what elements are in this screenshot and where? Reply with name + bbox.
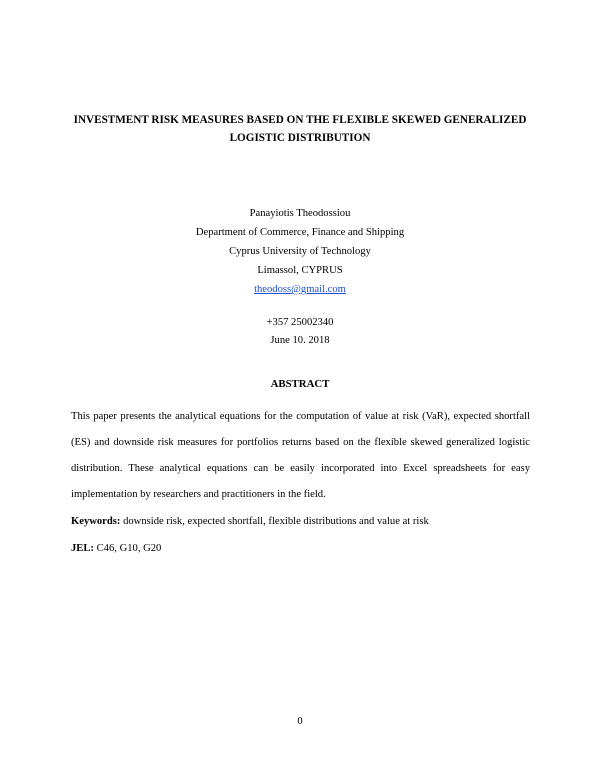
author-email-link[interactable]: theodoss@gmail.com [254,284,346,295]
title-line-2: LOGISTIC DISTRIBUTION [229,132,371,144]
keywords-text: downside risk, expected shortfall, flexible distributions and value at risk [120,516,429,527]
page-number: 0 [297,716,303,727]
author-location: Limassol, CYPRUS [257,265,343,276]
author-department: Department of Commerce, Finance and Shipping [195,227,405,238]
abstract-heading: ABSTRACT [270,378,330,390]
author-block [0,204,600,299]
jel-line [71,541,530,557]
keywords-label: Keywords: [71,516,121,527]
paper-title [60,111,540,147]
paper-date: June 10. 2018 [270,335,330,346]
contact-block [0,314,600,350]
abstract-body: This paper presents the analytical equations for the computation of value at risk (VaR), expected shortfall (ES) and downside risk measures for portfolios returns based on the flexible skewed generalized logistic distribution. These analytical equations can be easily incorporated into Excel spreadsheets for easy implementation by researchers and practitioners in the field. [71,411,530,500]
title-line-1: INVESTMENT RISK MEASURES BASED ON THE FLEXIBLE SKEWED GENERALIZED [73,114,527,126]
author-name: Panayiotis Theodossiou [249,208,351,219]
keywords-line [71,514,530,530]
jel-codes: C46, G10, G20 [93,543,162,554]
jel-label: JEL: [71,543,94,554]
author-phone: +357 25002340 [266,317,334,328]
author-university: Cyprus University of Technology [229,246,371,257]
